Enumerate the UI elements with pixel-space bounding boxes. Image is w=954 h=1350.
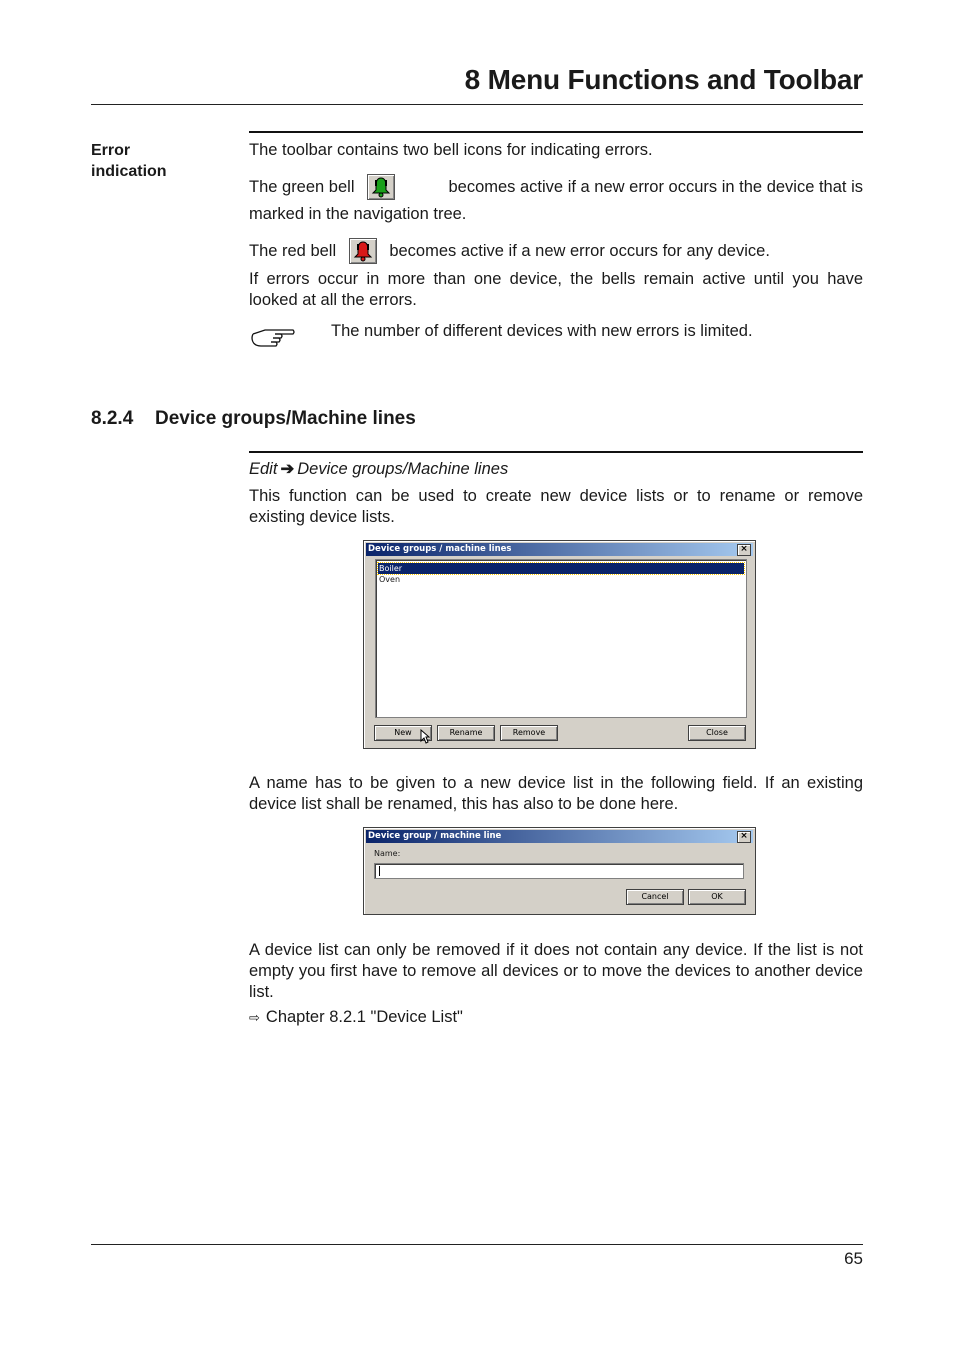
close-icon[interactable]: × (737, 831, 751, 843)
close-icon[interactable]: × (737, 544, 751, 556)
green-bell-text-before: The green bell (249, 178, 355, 196)
menu-path-arrow: ➔ (280, 460, 295, 478)
menu-path-edit: Edit (249, 460, 278, 478)
name-field-paragraph: A name has to be given to a new device list in the following field. If an existing device list shall be renamed, this has also to be done here. (249, 774, 863, 813)
device-groups-list[interactable] (375, 559, 747, 718)
rename-button[interactable]: Rename (437, 725, 495, 741)
green-bell-paragraph (249, 177, 863, 225)
error-intro-text: The toolbar contains two bell icons for indicating errors. (249, 141, 653, 159)
chapter-title: 8 Menu Functions and Toolbar (464, 64, 863, 95)
dialog1-titlebar (366, 543, 753, 556)
page-number: 65 (844, 1249, 863, 1268)
side-label-error (91, 140, 167, 182)
side-label-line1: Error (91, 142, 131, 159)
crossref (249, 1008, 463, 1027)
green-bell-text-cont: marked in the navigation tree. (249, 205, 467, 223)
remove-paragraph: A device list can only be removed if it does not contain any device. If the list is not empty you first have to remove all devices or to move the devices to another device list. (249, 941, 863, 1001)
cancel-button[interactable]: Cancel (626, 889, 684, 905)
dialog2-titlebar (366, 830, 753, 843)
mouse-cursor-icon (420, 729, 430, 745)
green-bell-icon (367, 174, 395, 200)
multi-error-paragraph: If errors occur in more than one device, the bells remain active until you have looked at all the errors. (249, 270, 863, 309)
name-label: Name: (374, 849, 401, 858)
section-rule-2 (249, 451, 863, 453)
ok-button[interactable]: OK (688, 889, 746, 905)
section-number: 8.2.4 (91, 408, 134, 429)
section-title: Device groups/Machine lines (155, 408, 416, 429)
pointing-hand-icon (251, 326, 295, 352)
menu-path (249, 459, 508, 479)
list-item-boiler[interactable]: Boiler (378, 563, 744, 574)
dialog2-title: Device group / machine line (368, 831, 502, 841)
red-bell-icon (349, 238, 377, 264)
crossref-arrow-icon: ⇨ (249, 1010, 260, 1025)
new-button[interactable]: New (374, 725, 432, 741)
footer-rule (91, 1244, 863, 1245)
device-group-name-dialog (363, 827, 756, 915)
device-groups-dialog (363, 540, 756, 749)
side-label-line2: indication (91, 163, 167, 180)
red-bell-text-after: becomes active if a new error occurs for any device. (389, 242, 770, 260)
remove-button[interactable]: Remove (500, 725, 558, 741)
name-input[interactable] (374, 863, 744, 879)
crossref-text[interactable]: Chapter 8.2.1 "Device List" (265, 1008, 463, 1026)
list-item-oven[interactable]: Oven (379, 575, 401, 584)
section-rule (249, 131, 863, 133)
dialog1-title: Device groups / machine lines (368, 544, 512, 554)
section-intro: This function can be used to create new device lists or to rename or remove existing device lists. (249, 487, 863, 526)
red-bell-paragraph (249, 241, 863, 262)
red-bell-text-before: The red bell (249, 242, 337, 260)
header-rule (91, 104, 863, 105)
text-caret (379, 866, 380, 876)
close-button[interactable]: Close (688, 725, 746, 741)
menu-path-target: Device groups/Machine lines (297, 460, 509, 478)
green-bell-text-after: becomes active if a new error occurs in the device that is (448, 178, 863, 196)
section-heading (91, 408, 416, 430)
note-text: The number of different devices with new errors is limited. (331, 322, 753, 340)
